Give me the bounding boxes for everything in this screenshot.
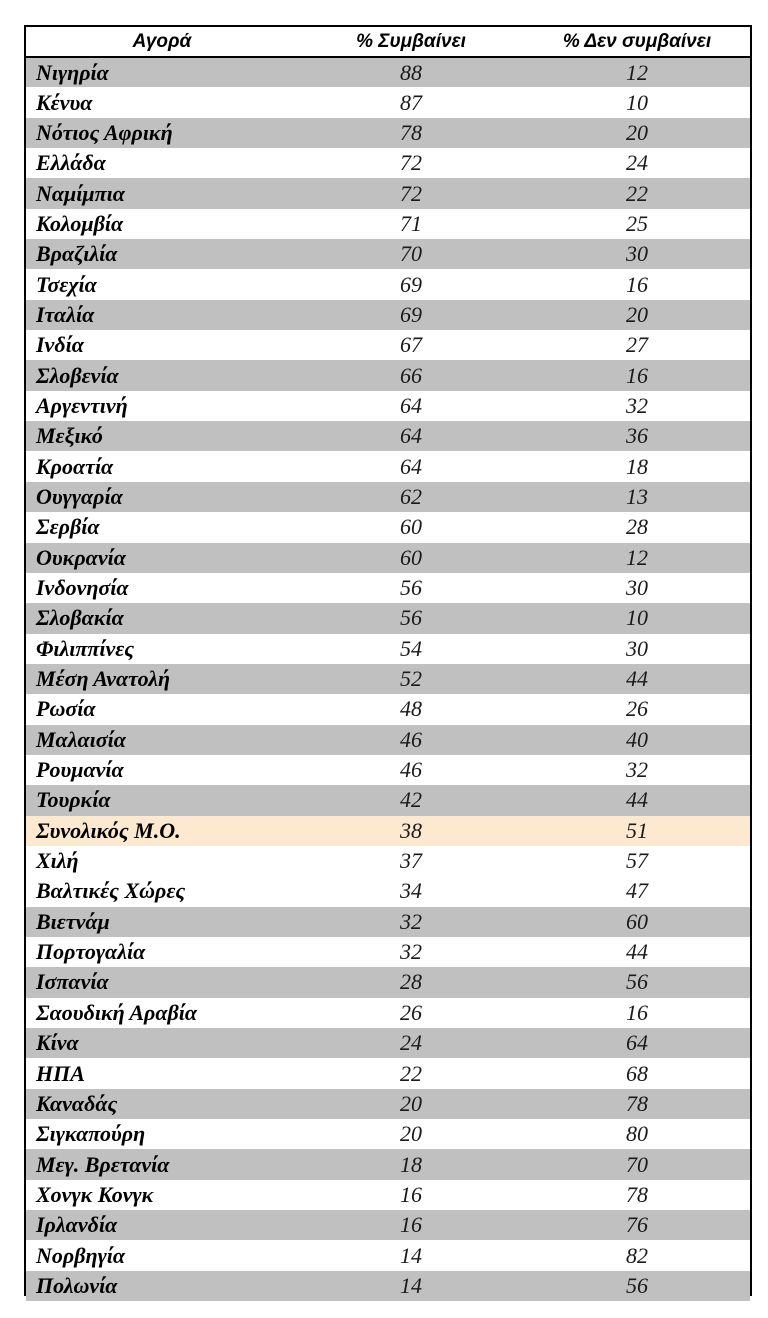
happens-cell: 46 bbox=[298, 755, 524, 785]
happens-cell: 32 bbox=[298, 937, 524, 967]
table-row bbox=[26, 998, 750, 1028]
happens-cell: 72 bbox=[298, 178, 524, 208]
market-cell: Νότιος Αφρική bbox=[26, 118, 298, 148]
table-row bbox=[26, 664, 750, 694]
market-cell: Χονγκ Κονγκ bbox=[26, 1180, 298, 1210]
header-market: Αγορά bbox=[26, 27, 298, 57]
table-row bbox=[26, 543, 750, 573]
market-cell: Βραζιλία bbox=[26, 239, 298, 269]
happens-cell: 70 bbox=[298, 239, 524, 269]
happens-cell: 26 bbox=[298, 998, 524, 1028]
not-happens-cell: 30 bbox=[524, 634, 750, 664]
happens-cell: 56 bbox=[298, 603, 524, 633]
happens-cell: 64 bbox=[298, 451, 524, 481]
table-row bbox=[26, 694, 750, 724]
market-cell: Νορβηγία bbox=[26, 1240, 298, 1270]
market-cell: Μαλαισία bbox=[26, 725, 298, 755]
happens-cell: 60 bbox=[298, 512, 524, 542]
happens-cell: 28 bbox=[298, 967, 524, 997]
table-row bbox=[26, 876, 750, 906]
table-row bbox=[26, 634, 750, 664]
market-cell: Ιρλανδία bbox=[26, 1210, 298, 1240]
market-cell: Ρωσία bbox=[26, 694, 298, 724]
not-happens-cell: 30 bbox=[524, 573, 750, 603]
table-row bbox=[26, 118, 750, 148]
not-happens-cell: 57 bbox=[524, 846, 750, 876]
happens-cell: 78 bbox=[298, 118, 524, 148]
market-cell: Ρουμανία bbox=[26, 755, 298, 785]
table-row bbox=[26, 421, 750, 451]
happens-cell: 14 bbox=[298, 1271, 524, 1301]
market-cell: Ινδία bbox=[26, 330, 298, 360]
table-row bbox=[26, 755, 750, 785]
market-cell: Ισπανία bbox=[26, 967, 298, 997]
table-row bbox=[26, 1028, 750, 1058]
market-cell: Ουκρανία bbox=[26, 543, 298, 573]
market-cell: Μέση Ανατολή bbox=[26, 664, 298, 694]
data-table-frame bbox=[24, 25, 752, 1296]
table-row bbox=[26, 57, 750, 87]
not-happens-cell: 16 bbox=[524, 998, 750, 1028]
market-cell: Νιγηρία bbox=[26, 57, 298, 87]
not-happens-cell: 36 bbox=[524, 421, 750, 451]
table-row bbox=[26, 1089, 750, 1119]
not-happens-cell: 12 bbox=[524, 543, 750, 573]
happens-cell: 66 bbox=[298, 360, 524, 390]
happens-cell: 64 bbox=[298, 421, 524, 451]
market-cell: Χιλή bbox=[26, 846, 298, 876]
happens-cell: 16 bbox=[298, 1180, 524, 1210]
happens-cell: 22 bbox=[298, 1058, 524, 1088]
not-happens-cell: 32 bbox=[524, 755, 750, 785]
table-row bbox=[26, 907, 750, 937]
not-happens-cell: 40 bbox=[524, 725, 750, 755]
table-row bbox=[26, 1240, 750, 1270]
market-cell: Σλοβακία bbox=[26, 603, 298, 633]
not-happens-cell: 12 bbox=[524, 57, 750, 87]
not-happens-cell: 10 bbox=[524, 87, 750, 117]
table-row bbox=[26, 1058, 750, 1088]
market-cell: Σλοβενία bbox=[26, 360, 298, 390]
not-happens-cell: 27 bbox=[524, 330, 750, 360]
table-row bbox=[26, 816, 750, 846]
market-cell: Τουρκία bbox=[26, 785, 298, 815]
table-row bbox=[26, 512, 750, 542]
market-cell: Αργεντινή bbox=[26, 391, 298, 421]
happens-cell: 72 bbox=[298, 148, 524, 178]
not-happens-cell: 76 bbox=[524, 1210, 750, 1240]
market-cell: Ουγγαρία bbox=[26, 482, 298, 512]
table-row bbox=[26, 1180, 750, 1210]
happens-cell: 14 bbox=[298, 1240, 524, 1270]
not-happens-cell: 13 bbox=[524, 482, 750, 512]
market-cell: Ελλάδα bbox=[26, 148, 298, 178]
not-happens-cell: 28 bbox=[524, 512, 750, 542]
happens-cell: 24 bbox=[298, 1028, 524, 1058]
happens-cell: 42 bbox=[298, 785, 524, 815]
not-happens-cell: 78 bbox=[524, 1180, 750, 1210]
happens-cell: 48 bbox=[298, 694, 524, 724]
table-row bbox=[26, 360, 750, 390]
header-row bbox=[26, 27, 750, 57]
not-happens-cell: 60 bbox=[524, 907, 750, 937]
market-cell: Τσεχία bbox=[26, 269, 298, 299]
table-row bbox=[26, 846, 750, 876]
happens-cell: 20 bbox=[298, 1089, 524, 1119]
happens-cell: 52 bbox=[298, 664, 524, 694]
table-row bbox=[26, 573, 750, 603]
not-happens-cell: 24 bbox=[524, 148, 750, 178]
market-cell: Κροατία bbox=[26, 451, 298, 481]
happens-cell: 60 bbox=[298, 543, 524, 573]
market-cell: Κένυα bbox=[26, 87, 298, 117]
not-happens-cell: 16 bbox=[524, 360, 750, 390]
market-cell: ΗΠΑ bbox=[26, 1058, 298, 1088]
table-row bbox=[26, 330, 750, 360]
market-cell: Σαουδική Αραβία bbox=[26, 998, 298, 1028]
market-cell: Πολωνία bbox=[26, 1271, 298, 1301]
not-happens-cell: 56 bbox=[524, 1271, 750, 1301]
not-happens-cell: 20 bbox=[524, 300, 750, 330]
table-row bbox=[26, 1271, 750, 1301]
table-body bbox=[26, 57, 750, 1301]
market-cell: Βαλτικές Χώρες bbox=[26, 876, 298, 906]
not-happens-cell: 80 bbox=[524, 1119, 750, 1149]
header-not-happens: % Δεν συμβαίνει bbox=[524, 27, 750, 57]
market-cell: Ναμίμπια bbox=[26, 178, 298, 208]
table-row bbox=[26, 967, 750, 997]
market-cell: Ινδονησία bbox=[26, 573, 298, 603]
market-cell: Μεγ. Βρετανία bbox=[26, 1149, 298, 1179]
not-happens-cell: 20 bbox=[524, 118, 750, 148]
not-happens-cell: 82 bbox=[524, 1240, 750, 1270]
table-row bbox=[26, 603, 750, 633]
not-happens-cell: 10 bbox=[524, 603, 750, 633]
not-happens-cell: 32 bbox=[524, 391, 750, 421]
not-happens-cell: 47 bbox=[524, 876, 750, 906]
happens-cell: 20 bbox=[298, 1119, 524, 1149]
not-happens-cell: 56 bbox=[524, 967, 750, 997]
market-cell: Κολομβία bbox=[26, 209, 298, 239]
market-cell: Μεξικό bbox=[26, 421, 298, 451]
table-row bbox=[26, 482, 750, 512]
market-cell: Καναδάς bbox=[26, 1089, 298, 1119]
market-cell: Σερβία bbox=[26, 512, 298, 542]
not-happens-cell: 44 bbox=[524, 937, 750, 967]
table-row bbox=[26, 1149, 750, 1179]
not-happens-cell: 68 bbox=[524, 1058, 750, 1088]
header-happens: % Συμβαίνει bbox=[298, 27, 524, 57]
happens-cell: 16 bbox=[298, 1210, 524, 1240]
table-row bbox=[26, 87, 750, 117]
market-cell: Βιετνάμ bbox=[26, 907, 298, 937]
not-happens-cell: 30 bbox=[524, 239, 750, 269]
not-happens-cell: 70 bbox=[524, 1149, 750, 1179]
table-row bbox=[26, 391, 750, 421]
market-table bbox=[26, 27, 750, 1301]
happens-cell: 71 bbox=[298, 209, 524, 239]
market-cell: Πορτογαλία bbox=[26, 937, 298, 967]
table-row bbox=[26, 209, 750, 239]
market-cell: Φιλιππίνες bbox=[26, 634, 298, 664]
not-happens-cell: 16 bbox=[524, 269, 750, 299]
market-cell: Κίνα bbox=[26, 1028, 298, 1058]
happens-cell: 54 bbox=[298, 634, 524, 664]
table-row bbox=[26, 178, 750, 208]
market-cell: Ιταλία bbox=[26, 300, 298, 330]
table-row bbox=[26, 785, 750, 815]
not-happens-cell: 64 bbox=[524, 1028, 750, 1058]
not-happens-cell: 25 bbox=[524, 209, 750, 239]
not-happens-cell: 51 bbox=[524, 816, 750, 846]
table-row bbox=[26, 725, 750, 755]
table-row bbox=[26, 300, 750, 330]
happens-cell: 38 bbox=[298, 816, 524, 846]
happens-cell: 56 bbox=[298, 573, 524, 603]
market-cell: Συνολικός Μ.Ο. bbox=[26, 816, 298, 846]
happens-cell: 37 bbox=[298, 846, 524, 876]
table-row bbox=[26, 269, 750, 299]
not-happens-cell: 26 bbox=[524, 694, 750, 724]
table-row bbox=[26, 148, 750, 178]
happens-cell: 69 bbox=[298, 300, 524, 330]
happens-cell: 87 bbox=[298, 87, 524, 117]
not-happens-cell: 44 bbox=[524, 785, 750, 815]
not-happens-cell: 22 bbox=[524, 178, 750, 208]
table-row bbox=[26, 1119, 750, 1149]
happens-cell: 64 bbox=[298, 391, 524, 421]
happens-cell: 18 bbox=[298, 1149, 524, 1179]
not-happens-cell: 44 bbox=[524, 664, 750, 694]
happens-cell: 67 bbox=[298, 330, 524, 360]
not-happens-cell: 78 bbox=[524, 1089, 750, 1119]
happens-cell: 62 bbox=[298, 482, 524, 512]
happens-cell: 34 bbox=[298, 876, 524, 906]
table-row bbox=[26, 937, 750, 967]
happens-cell: 46 bbox=[298, 725, 524, 755]
table-row bbox=[26, 239, 750, 269]
happens-cell: 32 bbox=[298, 907, 524, 937]
market-cell: Σιγκαπούρη bbox=[26, 1119, 298, 1149]
happens-cell: 69 bbox=[298, 269, 524, 299]
table-row bbox=[26, 451, 750, 481]
happens-cell: 88 bbox=[298, 57, 524, 87]
table-row bbox=[26, 1210, 750, 1240]
not-happens-cell: 18 bbox=[524, 451, 750, 481]
